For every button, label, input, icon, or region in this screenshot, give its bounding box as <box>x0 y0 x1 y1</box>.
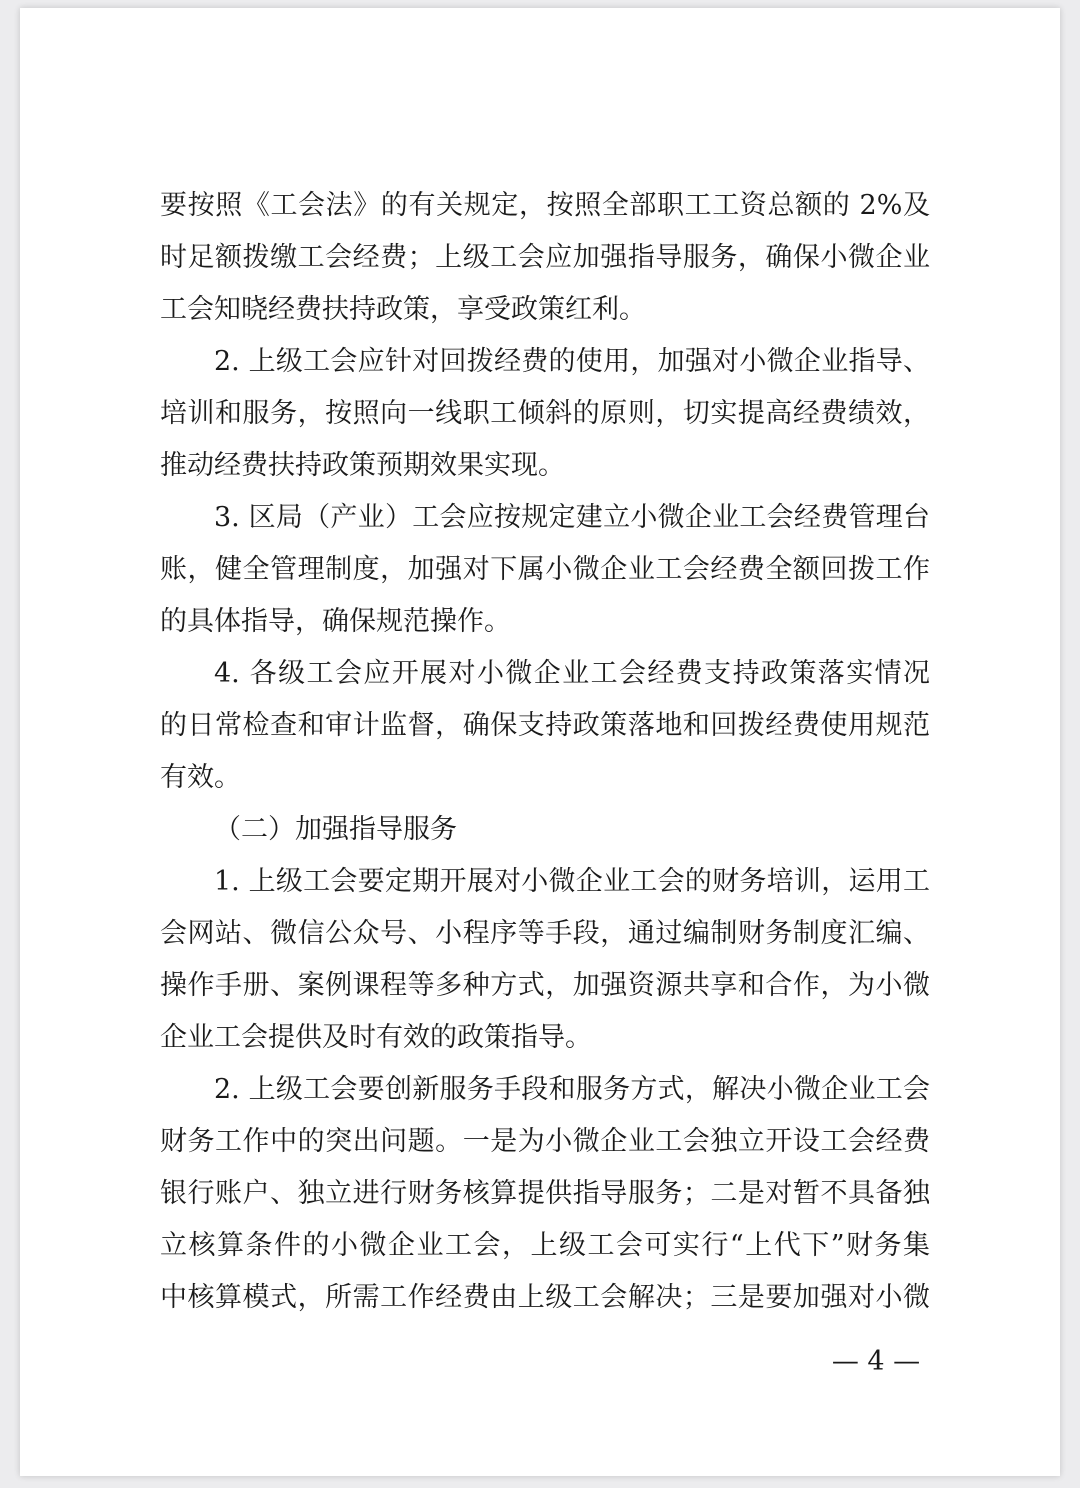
text-line: 有效。 <box>160 762 241 793</box>
text-line: 2. 上级工会要创新服务手段和服务方式，解决小微企业工会 <box>214 1074 930 1105</box>
text-line: 2. 上级工会应针对回拨经费的使用，加强对小微企业指导、 <box>214 346 930 377</box>
text-line: 4. 各级工会应开展对小微企业工会经费支持政策落实情况 <box>214 658 930 689</box>
section-heading: （二）加强指导服务 <box>214 814 457 845</box>
text-line: 的日常检查和审计监督，确保支持政策落地和回拨经费使用规范 <box>160 710 930 741</box>
text-line: 账，健全管理制度，加强对下属小微企业工会经费全额回拨工作 <box>160 554 930 585</box>
text-line: 立核算条件的小微企业工会，上级工会可实行“上代下”财务集 <box>160 1230 930 1261</box>
text-line: 培训和服务，按照向一线职工倾斜的原则，切实提高经费绩效， <box>160 398 930 429</box>
text-line: 1. 上级工会要定期开展对小微企业工会的财务培训，运用工 <box>214 866 930 897</box>
text-line: 企业工会提供及时有效的政策指导。 <box>160 1022 592 1053</box>
text-line: 操作手册、案例课程等多种方式，加强资源共享和合作，为小微 <box>160 970 930 1001</box>
text-line: 工会知晓经费扶持政策，享受政策红利。 <box>160 294 646 325</box>
text-line: 财务工作中的突出问题。一是为小微企业工会独立开设工会经费 <box>160 1126 930 1157</box>
page-number: — 4 — <box>831 1346 921 1377</box>
text-line: 要按照《工会法》的有关规定，按照全部职工工资总额的 2%及 <box>160 190 930 221</box>
text-line: 时足额拨缴工会经费；上级工会应加强指导服务，确保小微企业 <box>160 242 930 273</box>
text-line: 的具体指导，确保规范操作。 <box>160 606 511 637</box>
text-line: 会网站、微信公众号、小程序等手段，通过编制财务制度汇编、 <box>160 918 930 949</box>
text-line: 中核算模式，所需工作经费由上级工会解决；三是要加强对小微 <box>160 1282 930 1313</box>
text-line: 推动经费扶持政策预期效果实现。 <box>160 450 565 481</box>
text-line: 3. 区局（产业）工会应按规定建立小微企业工会经费管理台 <box>214 502 930 533</box>
text-line: 银行账户、独立进行财务核算提供指导服务；二是对暂不具备独 <box>160 1178 930 1209</box>
